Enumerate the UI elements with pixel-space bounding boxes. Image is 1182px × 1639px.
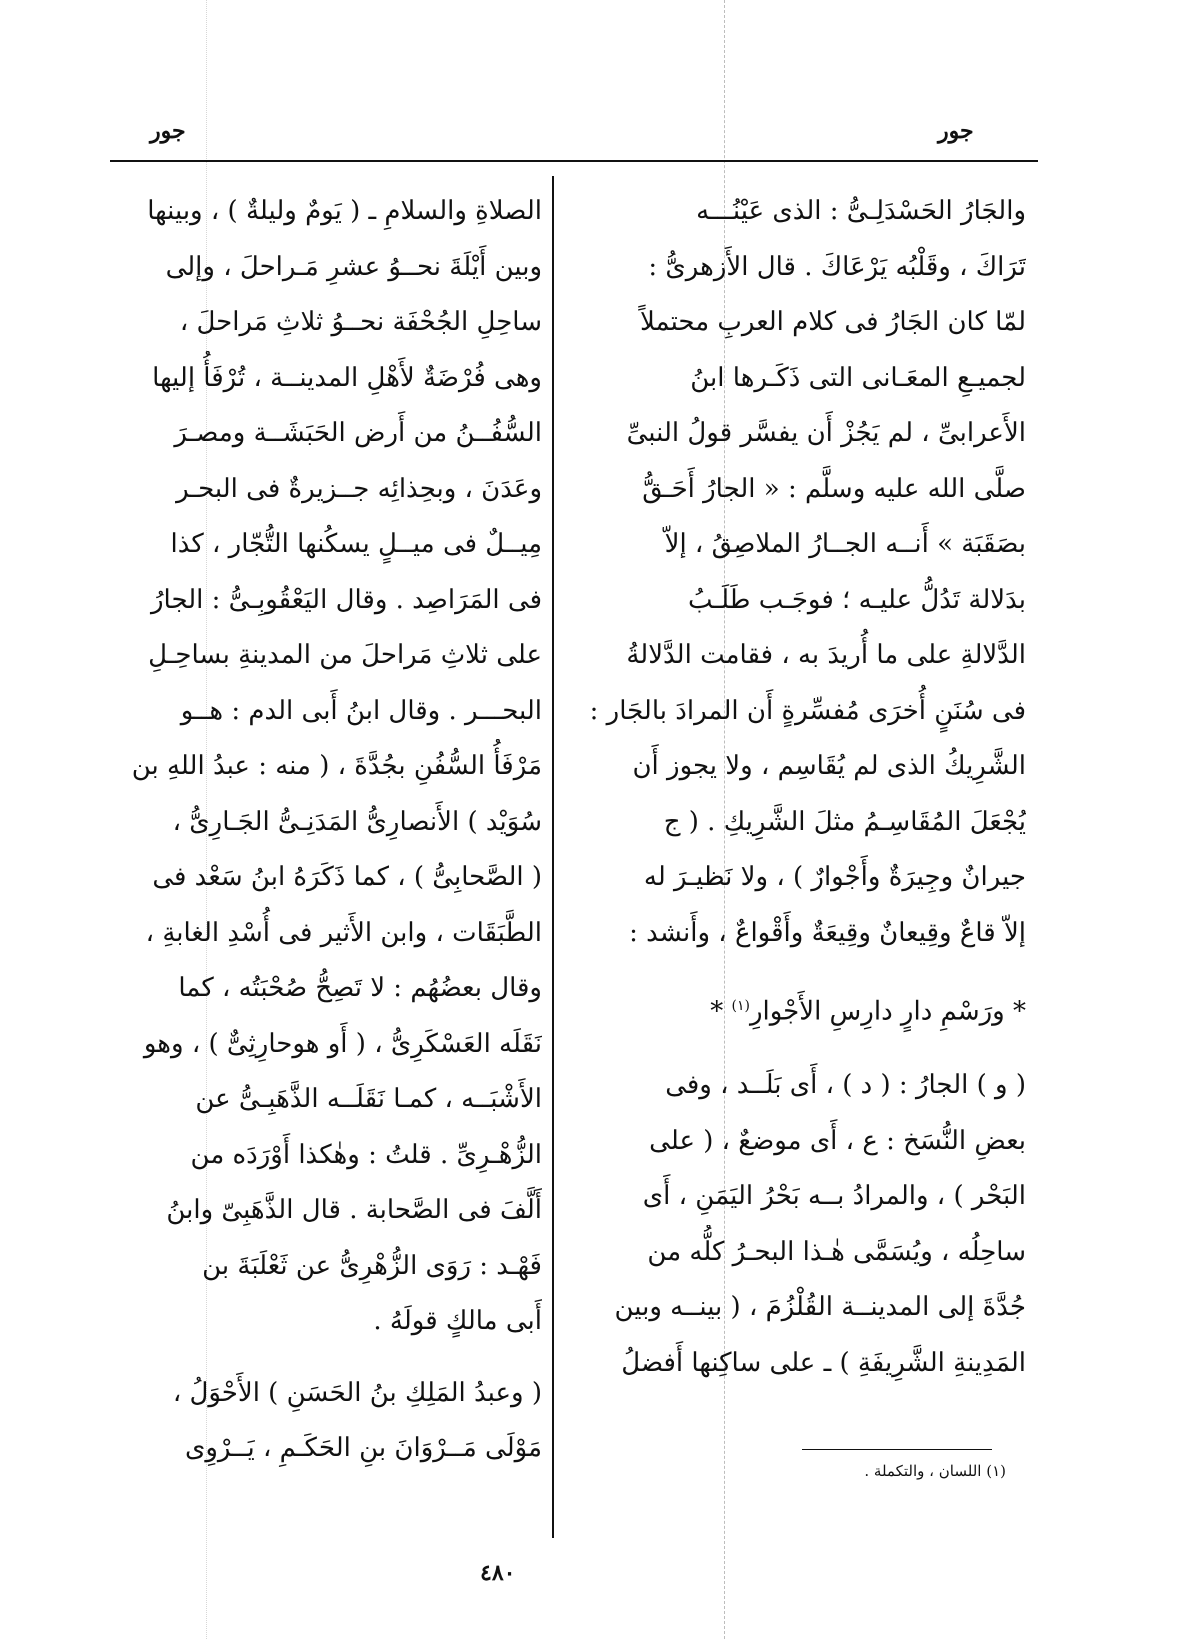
text-line: مَرْفَأُ السُّفُنِ بجُدَّةَ ، ( منه : عبدُ اللهِ بن — [131, 751, 542, 781]
text-line: الشَّرِيكُ الذى لم يُقَاسِم ، ولا يجوز أَن — [632, 751, 1026, 781]
text-line: البَحْر ) ، والمرادُ بــه بَحْرُ اليَمَنِ ، أَى — [642, 1181, 1026, 1212]
running-header-left: جور — [150, 118, 186, 144]
text-line: فى سُنَنٍ أُخرَى مُفسِّرةٍ أَن المرادَ بالجَار : — [590, 695, 1026, 726]
footnote-mark: (١) — [731, 998, 750, 1014]
text-line: الأَعرابىِّ ، لم يَجُزْ أَن يفسَّر قولُ النبىِّ — [626, 418, 1026, 448]
text-line: البحـــر . وقال ابنُ أَبى الدم : هــو — [180, 695, 542, 726]
column-divider — [552, 176, 554, 1538]
left-column — [104, 184, 542, 1477]
text-line: ساحِلُه ، ويُسَمَّى هٰـذا البحـرُ كلُّه من — [647, 1236, 1026, 1267]
verse-end-star: * — [710, 996, 724, 1027]
header-rule — [110, 160, 1038, 162]
page-number: ٤٨٠ — [480, 1560, 516, 1586]
text-line: بصَقَبَة » أَنــه الجــارُ الملاصِقُ ، إلاّ — [664, 529, 1026, 559]
text-line: المَدِينةِ الشَّرِيفَةِ ) ـ على ساكِنها أَفضلُ — [621, 1347, 1026, 1378]
text-line: تَرَاكَ ، وقَلْبُه يَرْعَاكَ . قال الأَزهرىُّ : — [648, 251, 1026, 282]
footnote: (١) اللسان ، والتكملة . — [864, 1462, 1006, 1480]
text-line: بدَلالة تَدُلُّ عليـه ؛ فوجَـب طَلَـبُ — [688, 584, 1026, 615]
text-line: الدَّلالةِ على ما أُريدَ به ، فقامت الدَّلالةُ — [626, 640, 1026, 670]
verse-text: * ورَسْمِ دارٍ دارِسِ الأَجْوارِ — [749, 996, 1026, 1027]
text-line: الطَّبَقَات ، وابن الأَثير فى أُسْدِ الغابةِ ، — [145, 917, 542, 948]
running-header-right: جور — [938, 118, 974, 144]
text-line: لجميـعِ المعَـانى التى ذَكَـرها ابنُ — [690, 362, 1026, 393]
footnote-rule — [802, 1449, 992, 1450]
poetry-verse — [590, 979, 1026, 1040]
text-line: مِيــلٌ فى ميــلٍ يسكُنها التُّجّار ، كذا — [170, 529, 542, 559]
text-line: ( الصَّحابِىُّ ) ، كما ذَكَرَهُ ابنُ سَعْد فى — [152, 862, 542, 892]
text-line: إلاّ قاعٌ وقِيعانٌ وقِيعَةٌ وأَقْواعٌ ، وأَنشد : — [629, 917, 1026, 948]
text-line: سُوَيْد ) الأَنصارِىُّ المَدَنِـىُّ الجَـارِىُّ ، — [172, 806, 542, 837]
text-line: الزُّهْـرِىِّ . قلتُ : وهٰكذا أَوْرَدَه من — [190, 1139, 542, 1170]
text-line: السُّفُــنُ من أَرض الحَبَشَــة ومصـرَ — [174, 418, 542, 448]
text-line: بعضِ النُّسَخ : ع ، أَى موضعٌ ، ( على — [649, 1125, 1026, 1156]
text-line: فى المَرَاصِد . وقال اليَعْقُوبِـىُّ : الجارُ — [150, 584, 542, 615]
text-line: على ثلاثِ مَراحلَ من المدينةِ بساحِـلِ — [148, 640, 542, 670]
text-line: جيرانٌ وجِيرَةٌ وأَجْوارٌ ) ، ولا نَظيـرَ له — [643, 862, 1026, 892]
text-line: وهى فُرْضَةٌ لأَهْلِ المدينــة ، تُرْفَأُ إليها — [152, 362, 542, 393]
text-line: ( و ) الجارُ : ( د ) ، أَى بَلَــد ، وفى — [665, 1070, 1026, 1101]
text-line: وبين أَيْلَةَ نحــوُ عشرِ مَـراحلَ ، وإلى — [165, 251, 542, 282]
text-line: والجَارُ الحَسْدَلِـىُّ : الذى عَيْنُـــه — [696, 196, 1026, 226]
text-line: جُدَّةَ إلى المدينــة القُلْزُمَ ، ( بينــه وبين — [614, 1292, 1026, 1323]
right-column — [590, 184, 1026, 1391]
text-line: أَلَّفَ فى الصَّحابة . قال الذَّهَبِىّ وابنُ — [166, 1195, 542, 1225]
text-line: يُجْعَلَ المُقَاسِـمُ مثلَ الشَّرِيكِ . ( ج — [663, 806, 1026, 837]
text-line: فَهْـد : رَوَى الزُّهْرِىُّ عن ثَعْلَبَةَ بن — [202, 1250, 542, 1281]
paragraph-gap — [104, 1350, 542, 1366]
text-line: وقال بعضُهُم : لا تَصِحُّ صُحْبَتُه ، كما — [178, 973, 542, 1003]
text-line: ساحِلِ الجُحْفَة نحــوُ ثلاثِ مَراحلَ ، — [179, 307, 542, 337]
text-line: الصلاةِ والسلامِ ـ ( يَومٌ وليلةٌ ) ، وبينها — [147, 196, 542, 226]
text-line: نَقَلَه العَسْكَرِىُّ ، ( أَو هوحارِثِىٌّ ) ، وهو — [143, 1028, 542, 1059]
text-line: مَوْلَى مَــرْوَانَ بنِ الحَكَـمِ ، يَــرْوِى — [184, 1433, 542, 1463]
text-line: أَبى مالكٍ قولَهُ . — [373, 1306, 542, 1336]
text-line: الأَشْبَــه ، كمـا نَقَلَــه الذَّهَبِـىُّ عن — [195, 1084, 542, 1114]
text-line: وعَدَنَ ، وبحِذائِه جــزيرةٌ فى البحـر — [176, 473, 542, 504]
text-line: ( وعبدُ المَلِكِ بنُ الحَسَنِ ) الأَحْوَلُ ، — [172, 1377, 542, 1408]
text-line: لمّا كان الجَارُ فى كلام العربِ محتملاً — [640, 307, 1026, 337]
text-line: صلَّى الله عليه وسلَّم : « الجارُ أَحَـقُّ — [642, 473, 1026, 504]
